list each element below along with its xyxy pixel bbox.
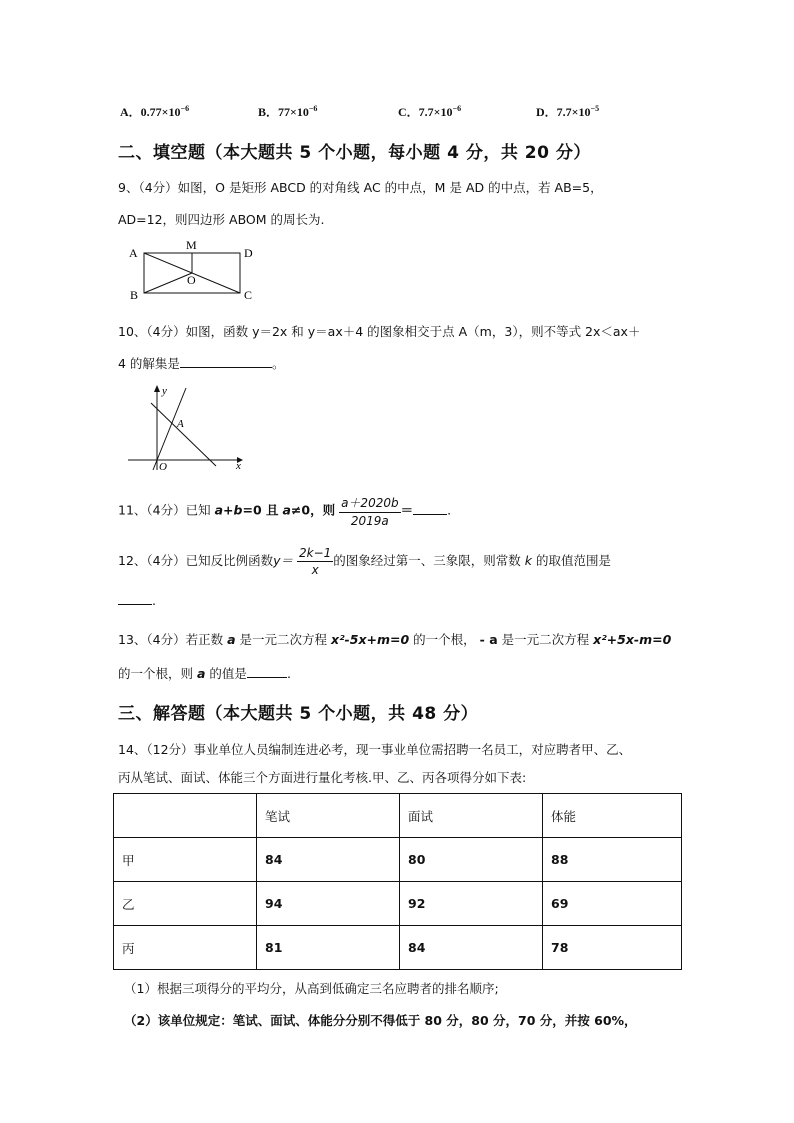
table-cell: 81: [257, 926, 400, 970]
table-cell: 94: [257, 882, 400, 926]
q11-answer-blank: [413, 502, 447, 515]
option-a: A．$0.77\times 10^{-6}$: [120, 104, 190, 119]
table-row: [114, 926, 682, 970]
table-cell: 69: [543, 882, 682, 926]
q12-answer-blank: [118, 592, 152, 605]
table-cell: 80: [400, 838, 543, 882]
q12-fraction: $\frac{2k-1}{x}$: [299, 546, 332, 577]
q12: 12、（4分）已知反比例函数y＝ $\frac{2k-1}{x}$ 的图象经过第一、三象限，则常数 k 的取值范围是: [118, 546, 612, 577]
table-row: [114, 882, 682, 926]
q9-label-b: B: [130, 288, 139, 302]
table-header-row: [114, 794, 682, 838]
section-2-title: 二、填空题（本大题共 5 个小题，每小题 4 分，共 20 分）: [118, 143, 591, 163]
table-cell-name: 甲: [114, 838, 257, 882]
table-cell: 92: [400, 882, 543, 926]
q12-line2: .: [118, 592, 156, 608]
section-3-title: 三、解答题（本大题共 5 个小题，共 48 分）: [118, 704, 479, 724]
table-header-cell: 面试: [400, 794, 543, 838]
table-cell: 78: [543, 926, 682, 970]
option-c: C．$7.7\times 10^{-6}$: [398, 104, 462, 119]
q11: 11、（4分）已知 a+b=0 且 a≠0，则 $\frac{a+2020b}{2019a}$ ＝ .: [118, 496, 452, 528]
option-b: B．$77\times 10^{-6}$: [258, 104, 318, 119]
q14-part2: （2）该单位规定：笔试、面试、体能分分别不得低于 80 分，80 分，70 分，并按 60%，: [124, 1013, 637, 1028]
option-d: D．$7.7\times 10^{-5}$: [536, 104, 600, 119]
q14-part1: （1）根据三项得分的平均分，从高到低确定三名应聘者的排名顺序;: [124, 981, 499, 996]
q13-line2: 的一个根，则 a 的值是 .: [118, 666, 291, 681]
q14-line1: 14、（12分）事业单位人员编制连进必考，现一事业单位需招聘一名员工，对应聘者甲、乙、: [118, 742, 632, 757]
q13-line1: 13、（4分）若正数 a 是一元二次方程 x²-5x+m=0 的一个根， - a 是一元二次方程 x²+5x-m=0: [118, 632, 672, 647]
q9-label-d: D: [244, 246, 253, 260]
q10-point-a-label: A: [177, 418, 184, 430]
q13-answer-blank: [247, 665, 287, 678]
q10-origin-label: O: [159, 461, 167, 473]
table-header-cell: 笔试: [257, 794, 400, 838]
q10-line1: 10、（4分）如图，函数 y＝2x 和 y＝ax＋4 的图象相交于点 A（m，3），则不等式 2x＜ax＋: [118, 324, 641, 339]
table-cell: 84: [400, 926, 543, 970]
q14-line2: 丙从笔试、面试、体能三个方面进行量化考核.甲、乙、丙各项得分如下表:: [118, 770, 527, 785]
q9-label-o: O: [187, 273, 196, 287]
table-cell: 84: [257, 838, 400, 882]
table-header-cell: [114, 794, 257, 838]
q9-label-a: A: [129, 246, 138, 260]
q10-graph-figure: [124, 382, 254, 474]
score-table: [113, 793, 682, 970]
q9-rectangle-figure: [120, 236, 270, 306]
q11-fraction: $\frac{a+2020b}{2019a}$: [341, 496, 399, 528]
q9-line1: 9、（4分）如图，O 是矩形 ABCD 的对角线 AC 的中点，M 是 AD 的中点，若 AB=5，: [118, 180, 603, 195]
q10-y-label: y: [162, 385, 167, 397]
q9-line2: AD=12，则四边形 ABOM 的周长为.: [118, 212, 325, 227]
table-cell-name: 乙: [114, 882, 257, 926]
table-cell-name: 丙: [114, 926, 257, 970]
q10-x-label: x: [236, 460, 241, 472]
q10-line2: 4 的解集是 。: [118, 356, 285, 371]
table-cell: 88: [543, 838, 682, 882]
table-header-cell: 体能: [543, 794, 682, 838]
q9-label-m: M: [186, 238, 197, 252]
table-row: [114, 838, 682, 882]
q9-label-c: C: [244, 288, 253, 302]
q10-answer-blank: [180, 355, 272, 368]
